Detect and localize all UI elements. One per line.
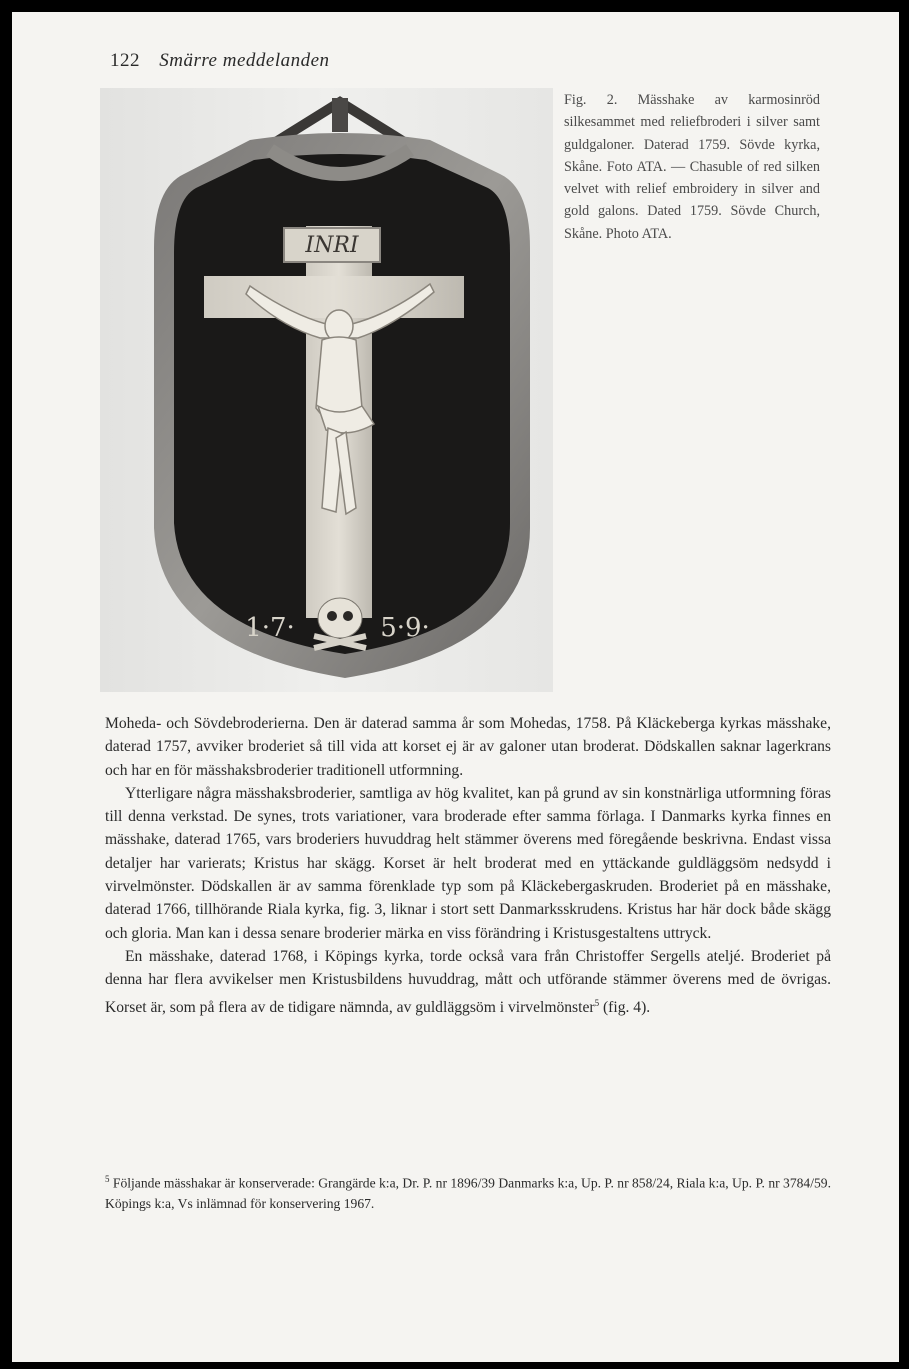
article-body <box>105 712 831 1019</box>
section-title: Smärre meddelanden <box>159 50 330 71</box>
footnote <box>105 1169 831 1215</box>
page <box>12 12 899 1362</box>
footnote-text: Följande mässhakar är konserverade: Grangärde k:a, Dr. P. nr 1896/39 Danmarks k:a, Up. P. nr 858/24, Riala k:a, Up. P. nr 3784/59. Köpings k:a, Vs inlämnad för konservering 1967. <box>105 1175 831 1212</box>
paragraph: Moheda- och Sövdebroderierna. Den är daterad samma år som Mohedas, 1758. På Kläckeberga kyrkas mässhake, daterad 1757, avviker broderiet så till vida att korset ej är av galoner utan broderat. Dödskallen saknar lagerkrans och har en för mässhaksbroderier traditionell utformning. <box>105 715 831 779</box>
footnote-marker: 5 <box>105 1174 110 1184</box>
figure-caption: Fig. 2. Mässhake av karmosinröd silkesammet med reliefbroderi i silver samt guldgaloner. Daterad 1759. Sövde kyrka, Skåne. Foto ATA. — Chasuble of red silken velvet with relief embroidery in silver and gold galons. Dated 1759. Sövde Church, Skåne. Photo ATA. <box>564 92 820 242</box>
running-header <box>110 50 330 72</box>
footnote-reference[interactable]: 5 <box>594 997 600 1008</box>
hanger-hook <box>332 98 348 132</box>
paragraph-text-end: (fig. 4). <box>599 998 651 1016</box>
paragraph <box>105 945 831 1019</box>
paragraph: Ytterligare några mässhaksbroderier, samtliga av hög kvalitet, kan på grund av sin konstnärliga utformning föras till denna verkstad. De synes, trots variationer, vara broderade efter samma förlaga. I Danmarks kyrka finnes en mässhake, daterad 1765, vars broderiers huvuddrag helt stämmer överens med föregående beskrivna. Endast vissa detaljer har varierats; Kristus har skägg. Korset är helt broderat med en yttäckande guldläggsöm nedsydd i virvelmönster. Dödskallen är av samma förenklade typ som på Kläckebergaskruden. Broderiet på en mässhake, daterad 1766, tillhörande Riala kyrka, fig. 3, liknar i stort sett Danmarksskrudens. Kristus har här dock både skägg och gloria. Man kan i dessa senare broderier märka en viss förändring i Kristusgestaltens uttryck. <box>105 784 831 942</box>
paragraph-text: En mässhake, daterad 1768, i Köpings kyrka, torde också vara från Christoffer Sergells ateljé. Broderiet på denna har flera avvikelser men Kristusbildens huvuddrag, mått och utförande stämmer överens med de övrigas. Korset är, som på flera av de tidigare nämnda, av guldläggsöm i virvelmönster <box>105 947 831 1016</box>
inri-text: INRI <box>305 233 359 258</box>
chasuble-photo <box>100 88 553 692</box>
date-right: 5·9· <box>380 613 430 643</box>
page-number: 122 <box>110 50 140 71</box>
chasuble-illustration <box>100 88 553 692</box>
date-left: 1·7· <box>245 613 295 643</box>
